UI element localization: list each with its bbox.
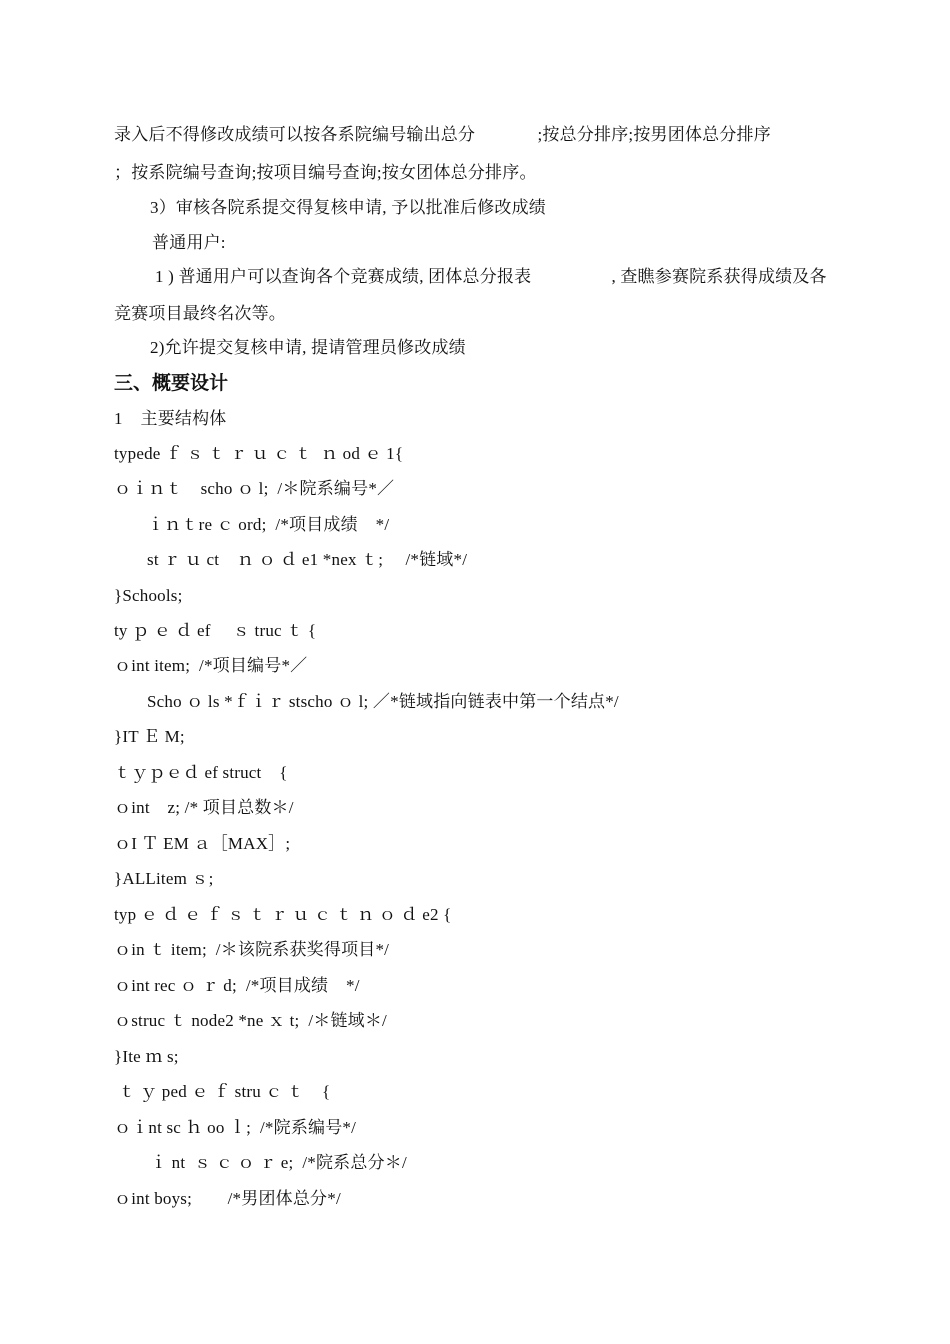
code-line: ｏstruc ｔ node2 *ne ｘ t; /＊链域＊/	[114, 1011, 387, 1030]
code-line: ty ｐ ｅ ｄ ef ｓ truc ｔ {	[114, 621, 317, 640]
text-line: 2)允许提交复核申请, 提请管理员修改成绩	[150, 338, 466, 357]
code-line: ｏint rec ｏ ｒ d; /*项目成绩 */	[114, 976, 360, 995]
text-line: 1 ) 普通用户可以查询各个竞赛成绩, 团体总分报表 , 查瞧参赛院系获得成绩及各	[155, 267, 827, 286]
code-line: ｉｎｔre ｃ ord; /*项目成绩 */	[147, 515, 390, 534]
code-line: ｉ nt ｓ ｃ ｏ ｒ e; /*院系总分＊/	[150, 1153, 407, 1172]
section-heading: 三、概要设计	[114, 372, 229, 394]
text-line: 1 主要结构体	[114, 409, 227, 428]
code-line: typ ｅ ｄ ｅ ｆ ｓ ｔ ｒ ｕ ｃ ｔ ｎ ｏ ｄ e2 {	[114, 905, 452, 924]
text-line: 普通用户:	[152, 233, 226, 252]
code-line: }ALLitem ｓ;	[114, 869, 214, 888]
code-line: }Ite ｍ s;	[114, 1047, 179, 1066]
code-line: ｏin ｔ item; /＊该院系获奖得项目*/	[114, 940, 390, 959]
text-line: ；按系院编号查询;按项目编号查询;按女团体总分排序。	[114, 163, 537, 182]
code-line: st ｒ ｕ ct ｎ ｏ ｄ e1 *nex ｔ; /*链域*/	[147, 550, 468, 569]
code-line: ｏｉnt sc ｈ oo ｌ; /*院系编号*/	[114, 1118, 357, 1137]
code-line: }Schools;	[114, 586, 183, 605]
text-line: 竞赛项目最终名次等。	[114, 304, 286, 323]
text-line: 3）审核各院系提交得复核申请, 予以批准后修改成绩	[150, 198, 546, 217]
code-line: ｔ ｙ ped ｅ ｆ stru ｃ ｔ {	[114, 1082, 331, 1101]
code-line: typede ｆ ｓ ｔ ｒ ｕ ｃ ｔ ｎ od ｅ 1{	[114, 444, 404, 463]
code-line: ｏｉｎｔ scho ｏ l; /＊院系编号*／	[114, 479, 395, 498]
code-line: Scho ｏ ls *ｆｉｒ stscho ｏ l; ／*链域指向链表中第一个结点*/	[147, 692, 619, 711]
code-line: ｔｙｐｅｄ ef struct {	[114, 763, 288, 782]
code-line: ｏI Ｔ EM ａ［MAX］;	[114, 834, 291, 853]
code-line: ｏint item; /*项目编号*／	[114, 656, 308, 675]
text-line: 录入后不得修改成绩可以按各系院编号输出总分 ;按总分排序;按男团体总分排序	[114, 125, 771, 144]
code-line: }IT Ｅ M;	[114, 727, 185, 746]
code-line: ｏint z; /* 项目总数＊/	[114, 798, 294, 817]
code-line: ｏint boys; /*男团体总分*/	[114, 1189, 341, 1208]
